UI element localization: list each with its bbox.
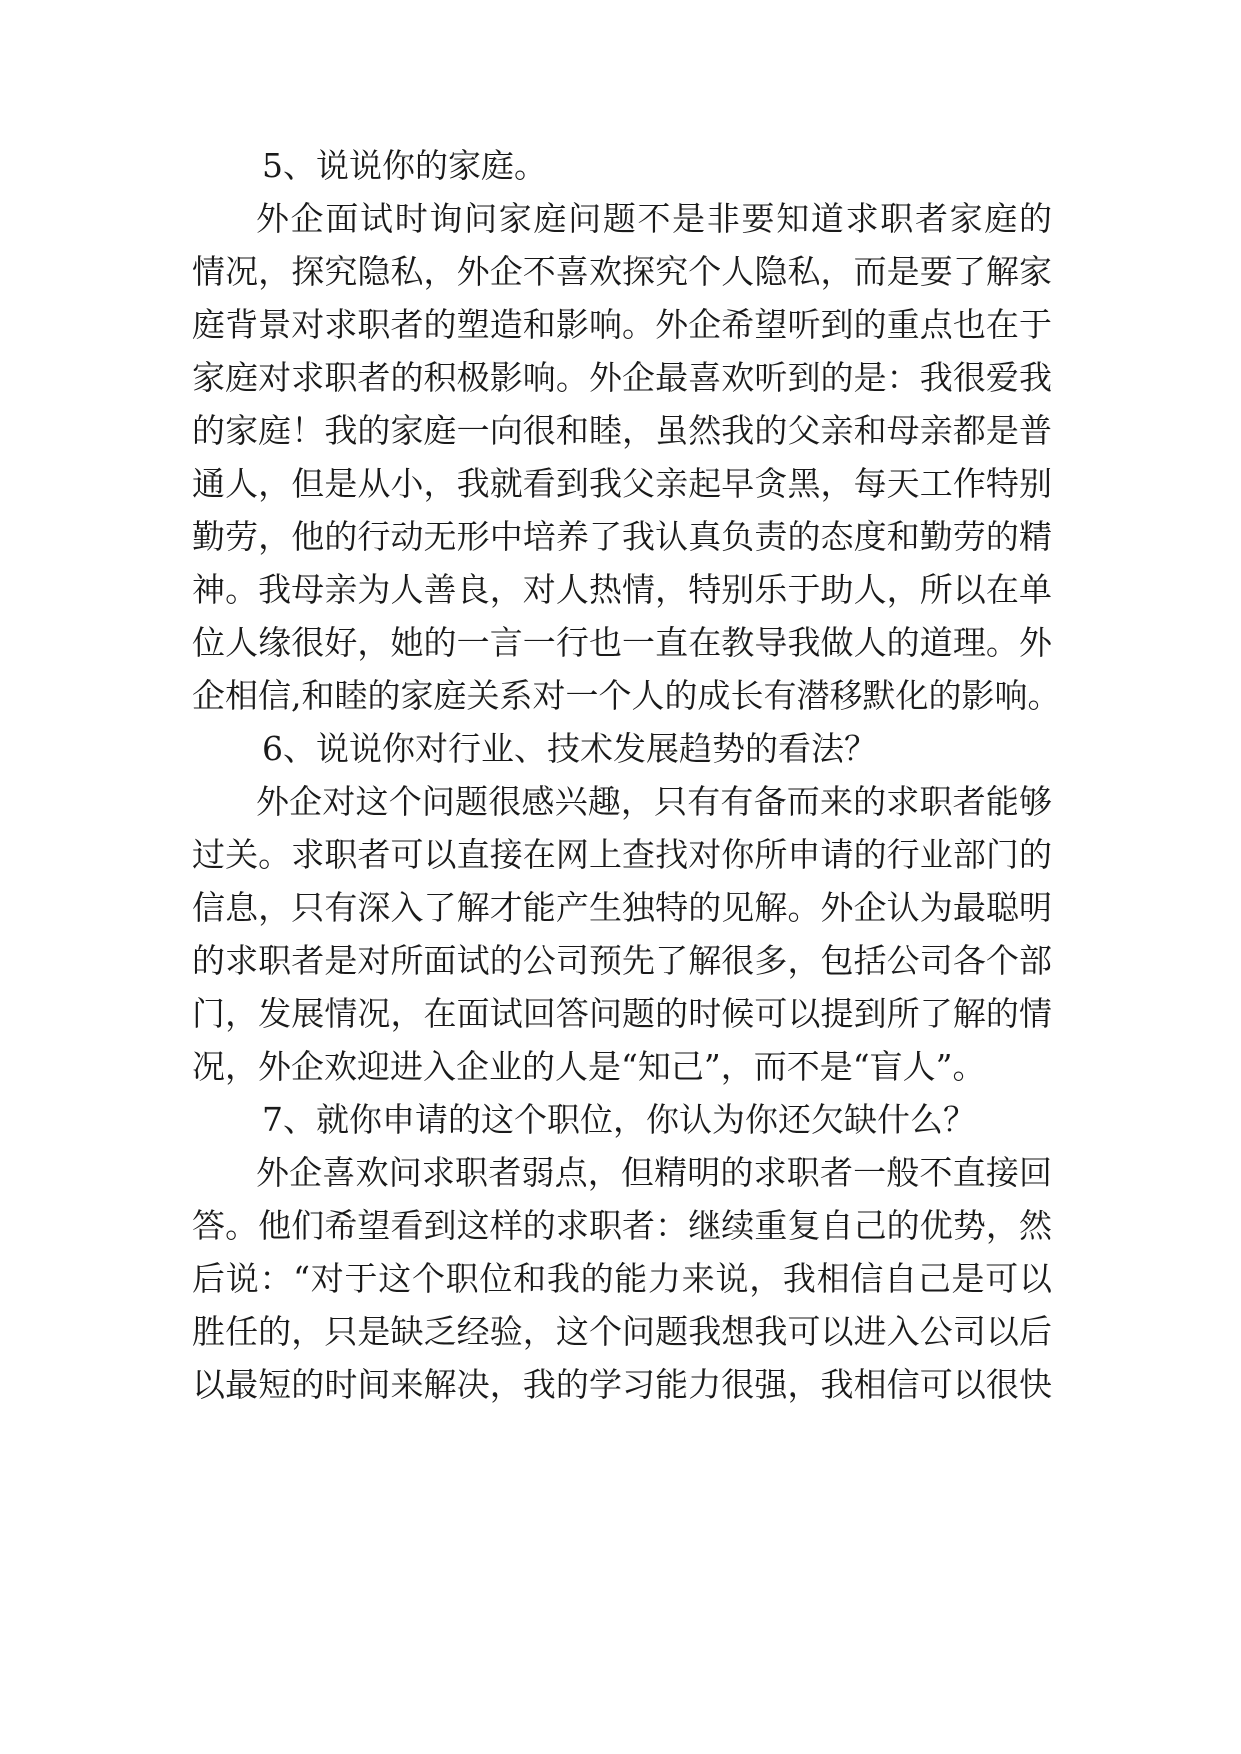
paragraph-line: 情况，探究隐私，外企不喜欢探究个人隐私，而是要了解家 [192,252,1052,291]
paragraph-line: 的求职者是对所面试的公司预先了解很多，包括公司各个部 [192,941,1052,980]
paragraph-line: 的家庭！我的家庭一向很和睦，虽然我的父亲和母亲都是普 [192,411,1052,450]
paragraph-line: 通人，但是从小，我就看到我父亲起早贪黑，每天工作特别 [192,464,1052,503]
heading-6: 6、说说你对行业、技术发展趋势的看法？ [262,729,877,768]
paragraph-line: 外企对这个问题很感兴趣，只有有备而来的求职者能够 [256,782,1052,821]
heading-5: 5、说说你的家庭。 [262,146,547,185]
paragraph-line: 后说：“对于这个职位和我的能力来说，我相信自己是可以 [192,1259,1052,1298]
paragraph-line: 外企面试时询问家庭问题不是非要知道求职者家庭的 [256,199,1052,238]
heading-7: 7、就你申请的这个职位，你认为你还欠缺什么？ [262,1100,976,1139]
paragraph-line: 胜任的，只是缺乏经验，这个问题我想我可以进入公司以后 [192,1312,1052,1351]
paragraph-line: 勤劳，他的行动无形中培养了我认真负责的态度和勤劳的精 [192,517,1052,556]
paragraph-line: 神。我母亲为人善良，对人热情，特别乐于助人，所以在单 [192,570,1052,609]
paragraph-line: 以最短的时间来解决，我的学习能力很强，我相信可以很快 [192,1365,1052,1404]
paragraph-line: 过关。求职者可以直接在网上查找对你所申请的行业部门的 [192,835,1052,874]
paragraph-line: 况，外企欢迎进入企业的人是“知己”，而不是“盲人”。 [192,1047,986,1086]
paragraph-line: 位人缘很好，她的一言一行也一直在教导我做人的道理。外 [192,623,1052,662]
paragraph-line: 信息，只有深入了解才能产生独特的见解。外企认为最聪明 [192,888,1052,927]
paragraph-line: 答。他们希望看到这样的求职者：继续重复自己的优势，然 [192,1206,1052,1245]
paragraph-line: 外企喜欢问求职者弱点，但精明的求职者一般不直接回 [256,1153,1052,1192]
paragraph-line: 门，发展情况，在面试回答问题的时候可以提到所了解的情 [192,994,1052,1033]
paragraph-line: 企相信,和睦的家庭关系对一个人的成长有潜移默化的影响。 [192,676,1061,715]
paragraph-line: 庭背景对求职者的塑造和影响。外企希望听到的重点也在于 [192,305,1052,344]
paragraph-line: 家庭对求职者的积极影响。外企最喜欢听到的是：我很爱我 [192,358,1052,397]
